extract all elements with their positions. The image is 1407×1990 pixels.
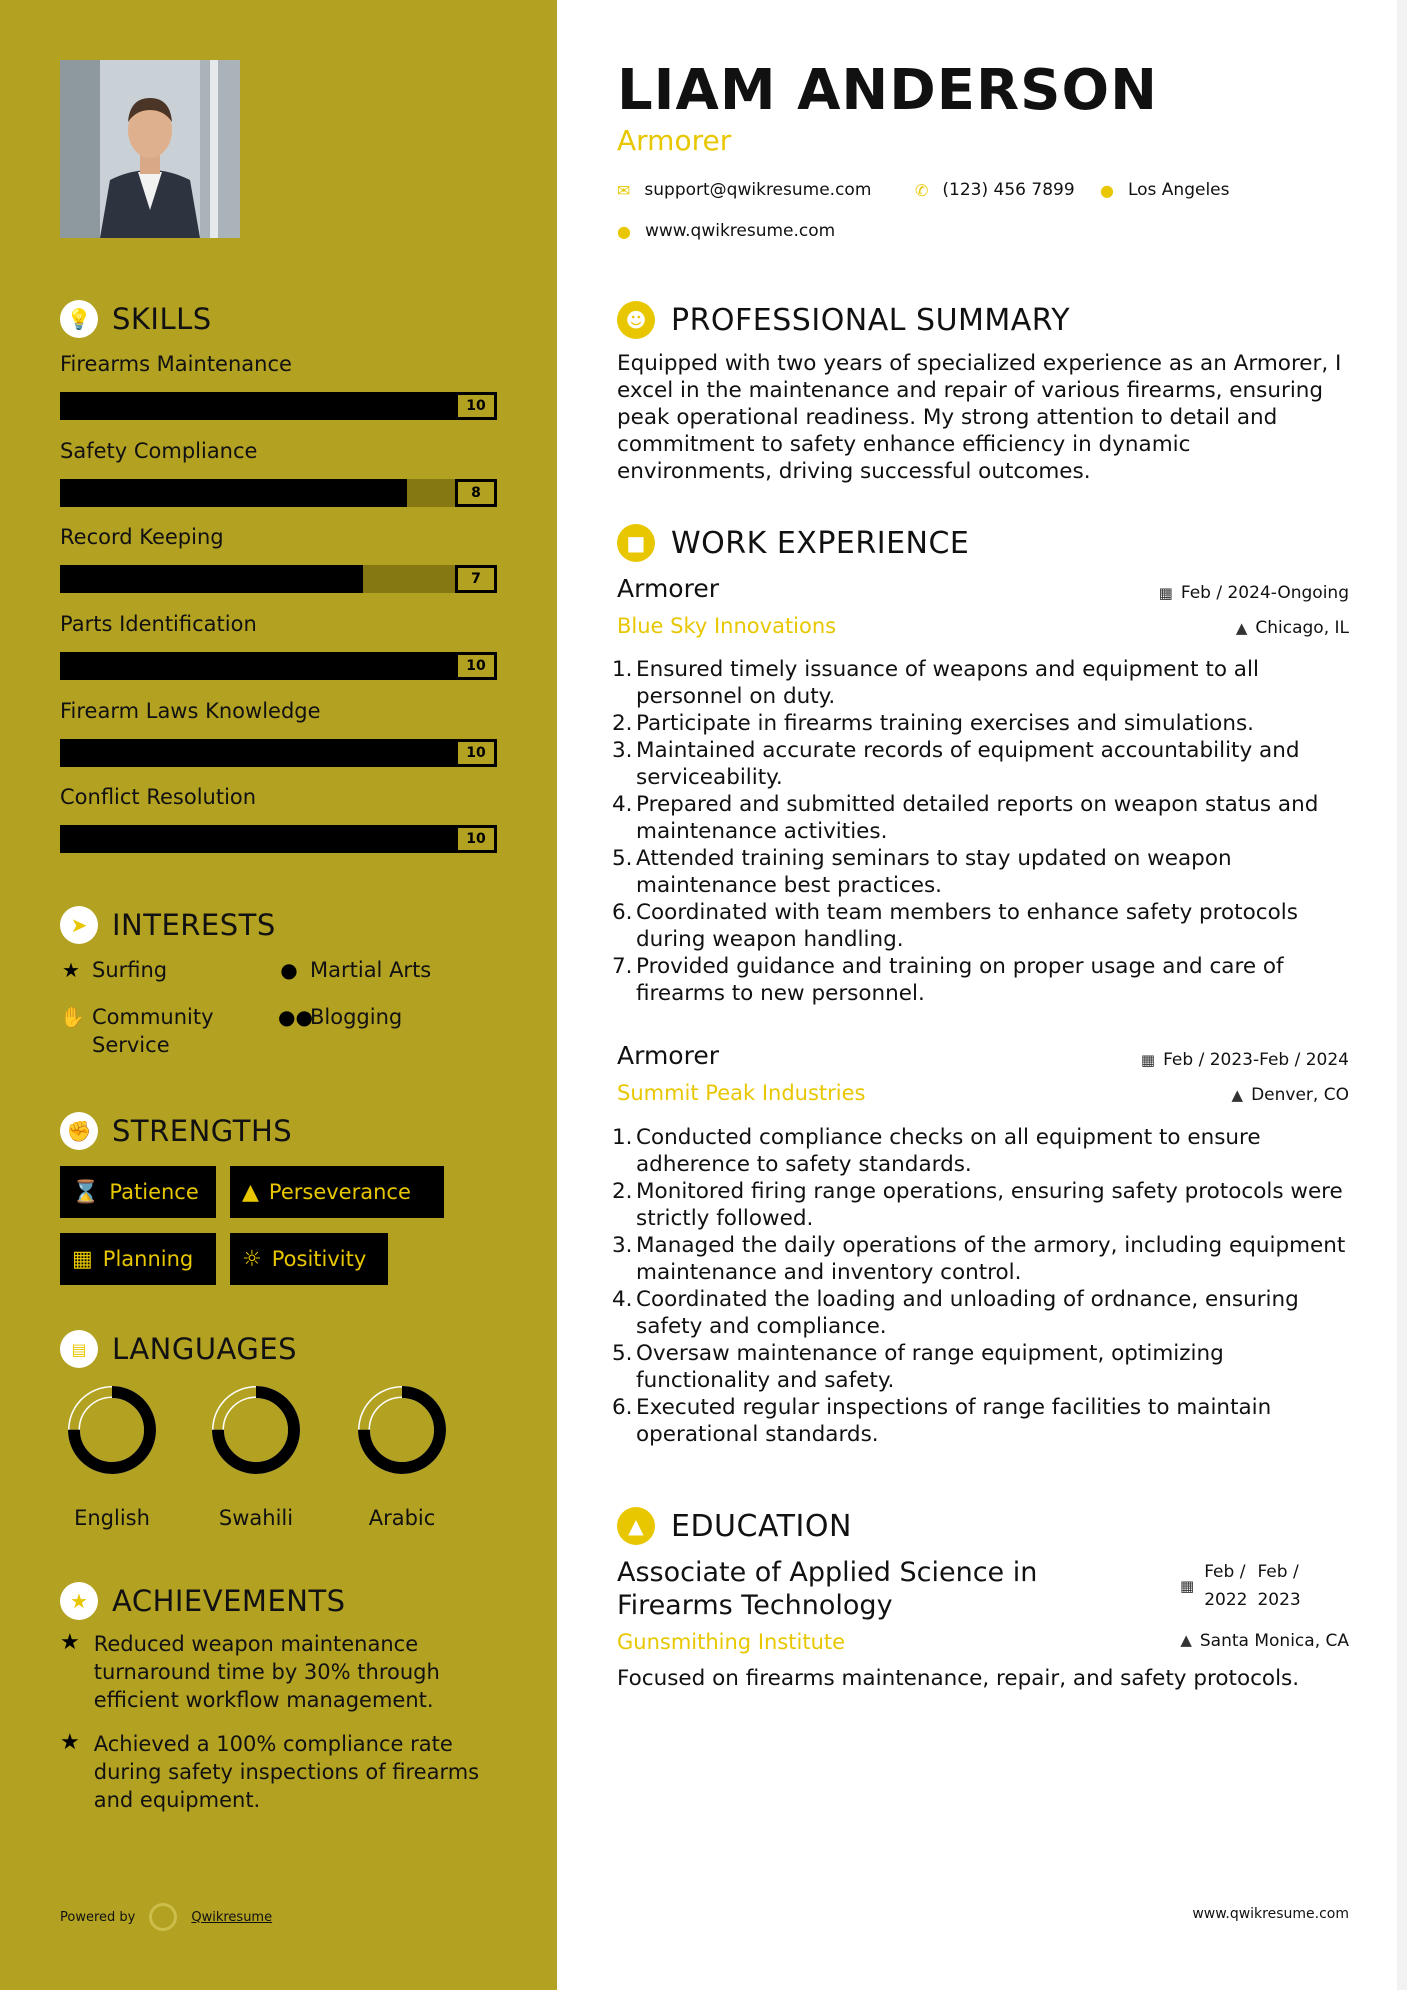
- skill-bar: [60, 739, 497, 767]
- skill-bar-fill: [60, 565, 363, 593]
- interest-label: Surfing: [92, 958, 168, 982]
- job-dates: [1159, 583, 1349, 603]
- location-text: Los Angeles: [1127, 180, 1230, 200]
- bullet-text: Prepared and submitted detailed reports on weapon status and maintenance activities.: [636, 792, 1319, 844]
- strength-tag: [60, 1233, 216, 1285]
- job-bullet: [612, 1394, 1352, 1448]
- job-bullet: [612, 1178, 1352, 1232]
- globe-icon: ●: [280, 958, 298, 982]
- bullet-text: Participate in firearms training exercises and simulations.: [636, 711, 1254, 736]
- job-bullet: [612, 710, 1352, 737]
- job-bullet: [612, 656, 1352, 710]
- shooting-star-icon: ★: [60, 1630, 80, 1655]
- experience-header: [617, 524, 969, 562]
- page-edge: [1397, 0, 1407, 1990]
- skill-score: 10: [455, 652, 497, 680]
- pin-icon: ▲: [1235, 619, 1248, 637]
- skill-bar: [60, 825, 497, 853]
- summary-title: PROFESSIONAL SUMMARY: [671, 302, 1071, 338]
- bullet-text: Executed regular inspections of range facilities to maintain operational standards.: [636, 1395, 1272, 1447]
- interest-label: Blogging: [310, 1005, 403, 1029]
- contact-location: [1100, 180, 1230, 200]
- achievement-text: Achieved a 100% compliance rate during safety inspections of firearms and equipment.: [93, 1732, 480, 1812]
- job-bullet: [612, 1232, 1352, 1286]
- strength-label: Perseverance: [268, 1180, 411, 1204]
- skill-item: [60, 352, 497, 420]
- contact-email[interactable]: [617, 180, 871, 200]
- bullet-text: Conducted compliance checks on all equipment to ensure adherence to safety standards.: [636, 1125, 1261, 1177]
- bullet-number: 6.: [612, 1395, 633, 1420]
- language-ring: [66, 1384, 158, 1476]
- brand-link[interactable]: Qwikresume: [191, 1909, 273, 1925]
- strength-tag: [230, 1233, 388, 1285]
- bullet-text: Coordinated the loading and unloading of ordnance, ensuring safety and compliance.: [636, 1287, 1299, 1339]
- skill-bar: [60, 565, 497, 593]
- star-badge-icon: ★: [60, 1582, 98, 1620]
- profile-photo: [60, 60, 240, 238]
- bullet-text: Provided guidance and training on proper usage and care of firearms to new personnel.: [636, 954, 1284, 1006]
- language-ring: [356, 1384, 448, 1476]
- job-bullet: [612, 1340, 1352, 1394]
- skill-score: 10: [455, 739, 497, 767]
- job-location: [1232, 1085, 1349, 1105]
- job-company: Summit Peak Industries: [617, 1081, 866, 1105]
- skill-bar: [60, 652, 497, 680]
- skill-name: Safety Compliance: [60, 439, 258, 463]
- job-location-text: Chicago, IL: [1255, 618, 1349, 638]
- experience-title: WORK EXPERIENCE: [671, 525, 970, 561]
- strength-label: Positivity: [271, 1247, 367, 1271]
- star-icon: ★: [62, 958, 80, 982]
- language-item: [342, 1384, 462, 1530]
- users-icon: ●●: [278, 1005, 313, 1029]
- job-location-text: Denver, CO: [1251, 1085, 1349, 1105]
- education-title: EDUCATION: [671, 1508, 852, 1544]
- language-ring: [210, 1384, 302, 1476]
- bullet-number: 5.: [612, 1341, 633, 1366]
- interest-item: [60, 956, 167, 984]
- education-dates: [1180, 1558, 1301, 1614]
- skill-item: [60, 439, 497, 507]
- skill-bar: [60, 392, 497, 420]
- sun-icon: ☼: [242, 1246, 262, 1272]
- hand-icon: ✋: [60, 1005, 85, 1029]
- skill-item: [60, 612, 497, 680]
- bullet-text: Managed the daily operations of the armory, including equipment maintenance and inventory control.: [636, 1233, 1346, 1285]
- bullet-number: 2.: [612, 1179, 633, 1204]
- skill-name: Conflict Resolution: [60, 785, 257, 809]
- job-bullet: [612, 1124, 1352, 1178]
- job-bullets: [612, 1124, 1352, 1448]
- education-description: Focused on firearms maintenance, repair, and safety protocols.: [617, 1666, 1300, 1691]
- languages-title: LANGUAGES: [112, 1332, 298, 1366]
- language-name: Swahili: [218, 1506, 294, 1530]
- bullet-number: 2.: [612, 711, 633, 736]
- strengths-header: [60, 1112, 292, 1150]
- education-header: [617, 1507, 852, 1545]
- job-bullet: [612, 737, 1352, 791]
- interest-item: [278, 1003, 402, 1031]
- job-bullet: [612, 845, 1352, 899]
- skill-name: Record Keeping: [60, 525, 224, 549]
- website-text: www.qwikresume.com: [644, 221, 836, 241]
- contact-phone[interactable]: [915, 180, 1075, 200]
- footer-url[interactable]: www.qwikresume.com: [1192, 1906, 1349, 1922]
- pin-icon: ▲: [1231, 1086, 1244, 1104]
- strength-tag: [230, 1166, 444, 1218]
- bullet-number: 5.: [612, 846, 633, 871]
- bullet-text: Coordinated with team members to enhance safety protocols during weapon handling.: [636, 900, 1298, 952]
- bullet-text: Attended training seminars to stay updated on weapon maintenance best practices.: [636, 846, 1232, 898]
- skill-item: [60, 785, 497, 853]
- strength-label: Patience: [109, 1180, 199, 1204]
- job-bullet: [612, 899, 1352, 953]
- map-pin-icon: ●: [1100, 180, 1114, 200]
- interest-item: [278, 956, 431, 984]
- language-item: [52, 1384, 172, 1530]
- job-bullet: [612, 953, 1352, 1007]
- contact-website[interactable]: [617, 221, 835, 241]
- achievements-header: [60, 1582, 346, 1620]
- bullet-text: Oversaw maintenance of range equipment, optimizing functionality and safety.: [636, 1341, 1224, 1393]
- fist-icon: ✊: [60, 1112, 98, 1150]
- calendar-icon: ▦: [72, 1246, 93, 1272]
- job-title: Armorer: [617, 1041, 719, 1070]
- shooting-star-icon: ★: [60, 1730, 80, 1755]
- user-icon: ☻: [617, 301, 655, 339]
- skill-score: 7: [455, 565, 497, 593]
- graduation-cap-icon: ▲: [617, 1507, 655, 1545]
- job-dates: [1141, 1050, 1349, 1070]
- language-name: Arabic: [368, 1506, 436, 1530]
- skills-title: SKILLS: [112, 302, 212, 336]
- envelope-icon: ✉: [617, 180, 631, 200]
- language-name: English: [74, 1506, 150, 1530]
- job-dates-text: Feb / 2024-Ongoing: [1180, 583, 1349, 603]
- qwikresume-logo-icon: [149, 1903, 177, 1931]
- edu-start-year: 2022: [1204, 1590, 1248, 1610]
- edu-end-month: Feb /: [1257, 1562, 1299, 1582]
- skill-item: [60, 699, 497, 767]
- powered-by-label: Powered by: [60, 1909, 136, 1925]
- globe-icon: ●: [617, 221, 631, 241]
- bullet-number: 3.: [612, 738, 633, 763]
- phone-text: (123) 456 7899: [942, 180, 1075, 200]
- skill-bar-fill: [60, 825, 497, 853]
- skill-score: 10: [455, 825, 497, 853]
- skill-score: 8: [455, 479, 497, 507]
- pin-icon: ▲: [1180, 1631, 1192, 1649]
- skill-score: 10: [455, 392, 497, 420]
- skill-bar: [60, 479, 497, 507]
- job-company: Blue Sky Innovations: [617, 614, 837, 638]
- bullet-text: Ensured timely issuance of weapons and equipment to all personnel on duty.: [636, 657, 1259, 709]
- language-icon: ▤: [60, 1330, 98, 1368]
- interests-title: INTERESTS: [112, 908, 276, 942]
- road-icon: ▲: [242, 1179, 259, 1205]
- skill-bar-fill: [60, 739, 497, 767]
- skill-item: [60, 525, 497, 593]
- achievements-title: ACHIEVEMENTS: [112, 1584, 346, 1618]
- job-bullet: [612, 791, 1352, 845]
- strength-label: Planning: [102, 1247, 194, 1271]
- achievement-text: Reduced weapon maintenance turnaround time by 30% through efficient workflow management.: [93, 1632, 440, 1712]
- edu-location-text: Santa Monica, CA: [1199, 1631, 1349, 1651]
- phone-icon: ✆: [915, 180, 929, 200]
- skill-name: Firearms Maintenance: [60, 352, 292, 376]
- skill-bar-fill: [60, 479, 407, 507]
- job-title: Armorer: [617, 574, 719, 603]
- job-location: [1236, 618, 1349, 638]
- edu-start-month: Feb /: [1204, 1562, 1246, 1582]
- education-school: Gunsmithing Institute: [617, 1630, 846, 1654]
- skill-bar-fill: [60, 392, 497, 420]
- bullet-text: Maintained accurate records of equipment accountability and serviceability.: [636, 738, 1300, 790]
- candidate-role: Armorer: [617, 124, 732, 157]
- bullet-number: 6.: [612, 900, 633, 925]
- edu-end-year: 2023: [1257, 1590, 1301, 1610]
- languages-header: [60, 1330, 297, 1368]
- hourglass-icon: ⌛: [72, 1179, 100, 1205]
- job-bullets: [612, 656, 1352, 1007]
- job-dates-text: Feb / 2023-Feb / 2024: [1163, 1050, 1349, 1070]
- lightbulb-icon: 💡: [60, 300, 98, 338]
- interest-item: [60, 1003, 260, 1059]
- bullet-number: 4.: [612, 1287, 633, 1312]
- bullet-text: Monitored firing range operations, ensuring safety protocols were strictly followed.: [636, 1179, 1343, 1231]
- calendar-icon: ▦: [1180, 1577, 1195, 1595]
- interests-header: [60, 906, 276, 944]
- interest-label: Martial Arts: [310, 958, 432, 982]
- education-degree: Associate of Applied Science in Firearms Technology: [617, 1557, 1038, 1621]
- candidate-name: LIAM ANDERSON: [617, 58, 1158, 123]
- education-location: [1180, 1631, 1349, 1651]
- skills-header: [60, 300, 212, 338]
- email-text: support@qwikresume.com: [644, 180, 872, 200]
- achievement-item: [60, 1730, 500, 1814]
- calendar-icon: ▦: [1158, 584, 1173, 602]
- summary-text: Equipped with two years of specialized experience as an Armorer, I excel in the maintenance and repair of various firearms, ensuring peak operational readiness. My strong attention to detail and commitment to safety enhance efficiency in dynamic environments, driving successful outcomes.: [617, 351, 1342, 484]
- bullet-number: 1.: [612, 1125, 633, 1150]
- briefcase-icon: ■: [617, 524, 655, 562]
- strengths-title: STRENGTHS: [112, 1114, 293, 1148]
- interest-label: Community Service: [92, 1005, 214, 1057]
- bullet-number: 4.: [612, 792, 633, 817]
- skill-name: Parts Identification: [60, 612, 257, 636]
- bullet-number: 3.: [612, 1233, 633, 1258]
- paper-plane-icon: ➤: [60, 906, 98, 944]
- summary-header: [617, 301, 1070, 339]
- language-item: [196, 1384, 316, 1530]
- skill-name: Firearm Laws Knowledge: [60, 699, 321, 723]
- strength-tag: [60, 1166, 216, 1218]
- skill-bar-fill: [60, 652, 497, 680]
- job-bullet: [612, 1286, 1352, 1340]
- achievement-item: [60, 1630, 500, 1714]
- bullet-number: 1.: [612, 657, 633, 682]
- calendar-icon: ▦: [1140, 1051, 1156, 1069]
- powered-by: [60, 1903, 272, 1931]
- bullet-number: 7.: [612, 954, 633, 979]
